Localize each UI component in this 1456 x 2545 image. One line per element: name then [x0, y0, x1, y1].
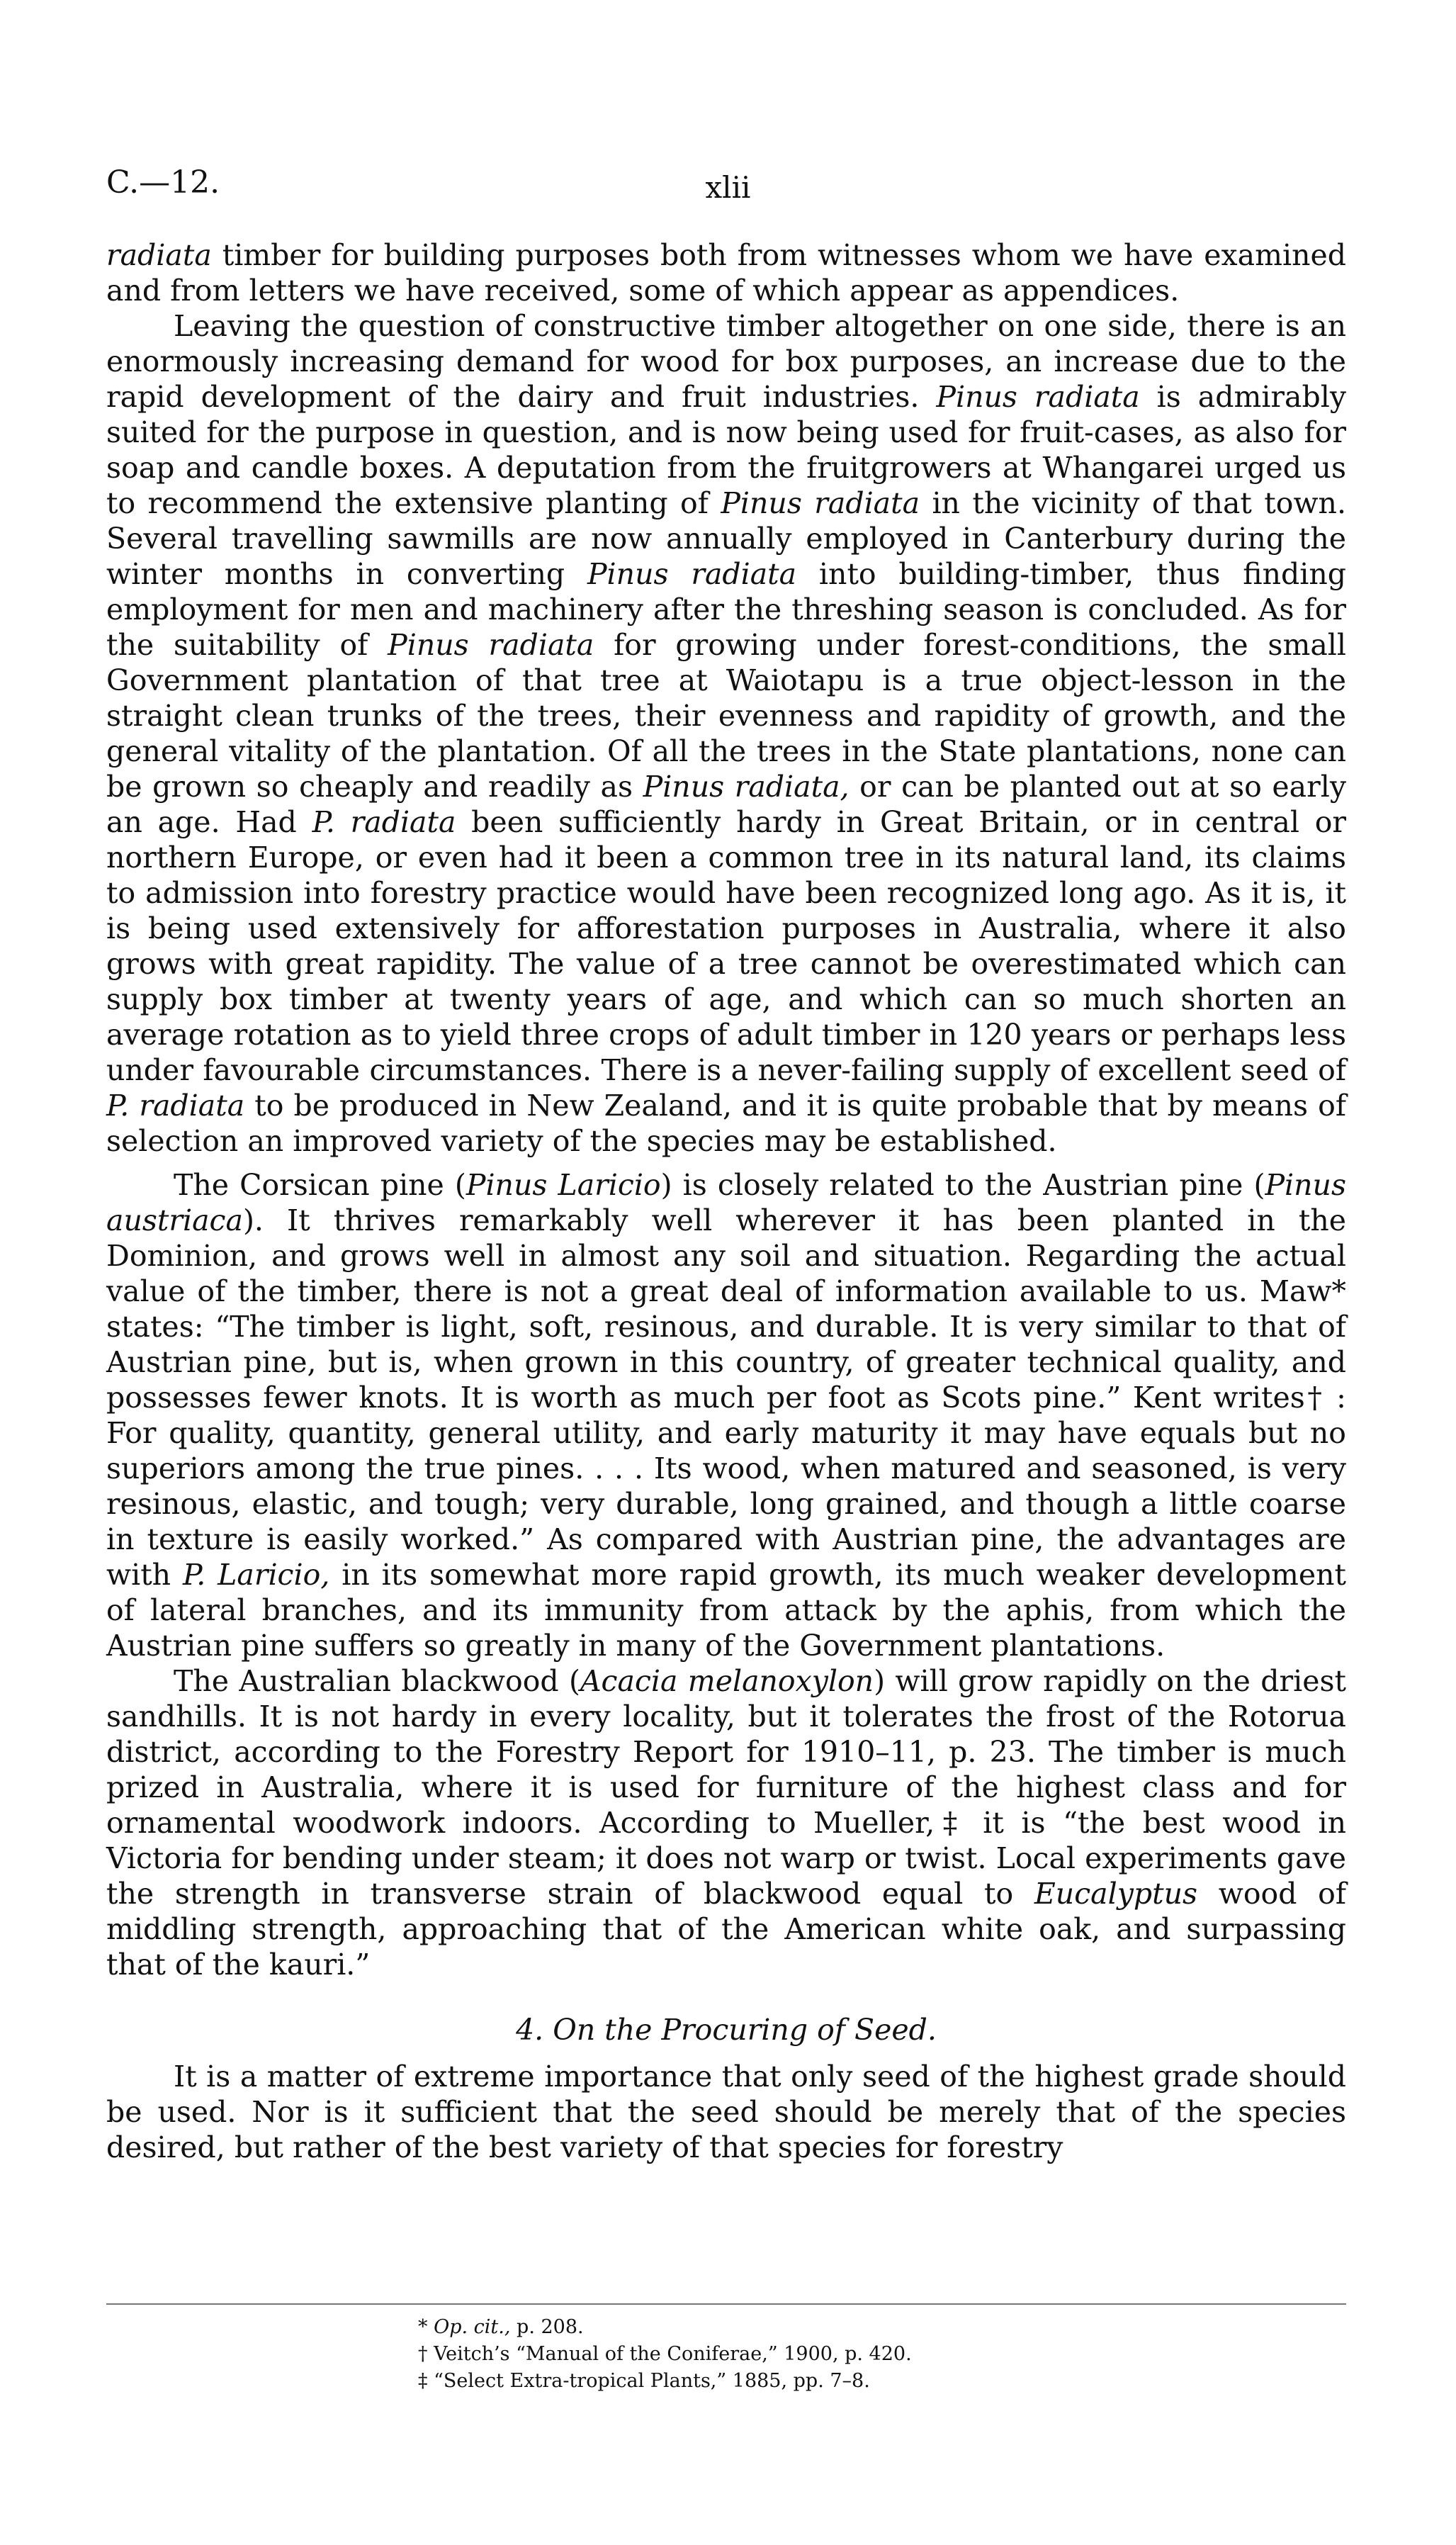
- italic-run: Pinus radiata,: [643, 770, 850, 804]
- text-run: The Australian blackwood (: [174, 1664, 580, 1698]
- paragraph-4: [106, 1663, 1346, 1982]
- italic-run: Pinus radiata: [936, 380, 1140, 414]
- footnote-divider: [106, 2303, 1346, 2305]
- text-run: ) is closely related to the Austrian pine (: [660, 1168, 1265, 1202]
- text-run: It is a matter of extreme importance that only seed of the highest grade should be used. Nor is it sufficient that the seed should be merely that of the species desired, but rather of the best variety of that species for forestry: [106, 2060, 1346, 2164]
- italic-run: P. radiata: [312, 805, 456, 839]
- document-code: C.—12.: [106, 164, 220, 201]
- paragraph-3: [106, 1167, 1346, 1663]
- body-text: [106, 237, 1346, 2165]
- italic-run: Eucalyptus: [1034, 1877, 1198, 1911]
- footnote-2: [418, 2341, 912, 2368]
- paragraph-1: [106, 237, 1346, 308]
- footnote-3: [418, 2368, 912, 2395]
- italic-run: P. radiata: [106, 1089, 245, 1123]
- text-run: is admirably suited for the purpose in question, and is now being used for fruit-cases, as also for soap and candle boxes. A deputation from the fruitgrowers at Whangarei urged us to recommend the extensive planting of: [106, 380, 1347, 520]
- text-run: to be produced in New Zealand, and it is quite probable that by means of selection an improved variety of the species may be established.: [106, 1089, 1346, 1158]
- text-run: The Corsican pine (: [174, 1168, 466, 1202]
- paragraph-5: [106, 2059, 1346, 2165]
- italic-run: Pinus austriaca: [106, 1168, 1347, 1237]
- italic-run: Acacia melanoxylon: [580, 1664, 874, 1698]
- text-run: Leaving the question of constructive timber altogether on one side, there is an enormously increasing demand for wood for box purposes, an increase due to the rapid development of the dairy and fruit industries.: [106, 309, 1346, 414]
- italic-run: radiata: [106, 238, 212, 272]
- italic-run: Pinus radiata: [388, 628, 594, 662]
- text-run: in its somewhat more rapid growth, its much weaker development of lateral branches, and its immunity from attack by the aphis, from which the Austrian pine suffers so greatly in many of the Government plantations.: [106, 1558, 1346, 1663]
- italic-run: Pinus radiata: [721, 486, 920, 520]
- text-run: been sufficiently hardy in Great Britain, or in central or northern Europe, or even had it been a common tree in its natural land, its claims to admission into forestry practice would have been recognized long ago. As it is, it is being used extensively for afforestation purposes in Australia, where it also grows with great rapidity. The value of a tree cannot be overestimated which can supply box timber at twenty years of age, and which can so much shorten an average rotation as to yield three crops of adult timber in 120 years or perhaps less under favourable circumstances. There is a never-failing supply of excellent seed of: [106, 805, 1346, 1087]
- paragraph-2: [106, 308, 1346, 1159]
- footnote-1: [418, 2314, 912, 2341]
- section-heading: 4. On the Procuring of Seed.: [516, 2013, 937, 2047]
- italic-run: Pinus radiata: [587, 557, 797, 591]
- text-run: ). It thrives remarkably well wherever it has been planted in the Dominion, and grows well in almost any soil and situation. Regarding the actual value of the timber, there is not a great deal of information available to us. Maw* states: “The timber is light, soft, resinous, and durable. It is very similar to that of Austrian pine, but is, when grown in this country, of greater technical quality, and possesses fewer knots. It is worth as much per foot as Scots pine.” Kent writes† : For quality, quantity, general utility, and early maturity it may have equals but no superiors among the true pines. . . . Its wood, when matured and seasoned, is very resinous, elastic, and tough; very durable, long grained, and though a little coarse in texture is easily worked.” As compared with Austrian pine, the advantages are with: [106, 1203, 1346, 1592]
- page-number: xlii: [705, 170, 751, 205]
- text-run: wood of middling strength, approaching that of the American white oak, and surpassing that of the kauri.”: [106, 1877, 1346, 1982]
- italic-run: Op. cit.,: [434, 2316, 511, 2338]
- text-run: ) will grow rapidly on the driest sandhills. It is not hardy in every locality, but it tolerates the frost of the Rotorua district, according to the Forestry Report for 1910–11, p. 23. The timber is much prized in Australia, where it is used for furniture of the highest class and for ornamental woodwork indoors. According to Mueller,‡ it is “the best wood in Victoria for bending under steam; it does not warp or twist. Local experiments gave the strength in transverse strain of blackwood equal to: [106, 1664, 1346, 1911]
- italic-run: Pinus Laricio: [465, 1168, 661, 1202]
- text-run: p. 208.: [510, 2316, 584, 2338]
- footnotes: [418, 2314, 912, 2395]
- text-run: † Veitch’s “Manual of the Coniferae,” 1900, p. 420.: [418, 2343, 912, 2365]
- text-run: for growing under forest-conditions, the small Government plantation of that tree at Waiotapu is a true object-lesson in the straight clean trunks of the trees, their evenness and rapidity of growth, and the general vitality of the plantation. Of all the trees in the State plantations, none can be grown so cheaply and readily as: [106, 628, 1346, 804]
- text-run: in the vicinity of that town. Several travelling sawmills are now annually employed in Canterbury during the winter months in converting: [106, 486, 1346, 591]
- text-run: or can be planted out at so early an age. Had: [106, 770, 1347, 839]
- italic-run: P. Laricio,: [182, 1558, 330, 1592]
- text-run: timber for building purposes both from witnesses whom we have examined and from letters we have received, some of which appear as appendices.: [106, 238, 1346, 308]
- text-run: *: [418, 2316, 434, 2338]
- text-run: into building-timber, thus finding employment for men and machinery after the threshing season is concluded. As for the suitability of: [106, 557, 1346, 662]
- text-run: ‡ “Select Extra-tropical Plants,” 1885, pp. 7–8.: [418, 2370, 870, 2392]
